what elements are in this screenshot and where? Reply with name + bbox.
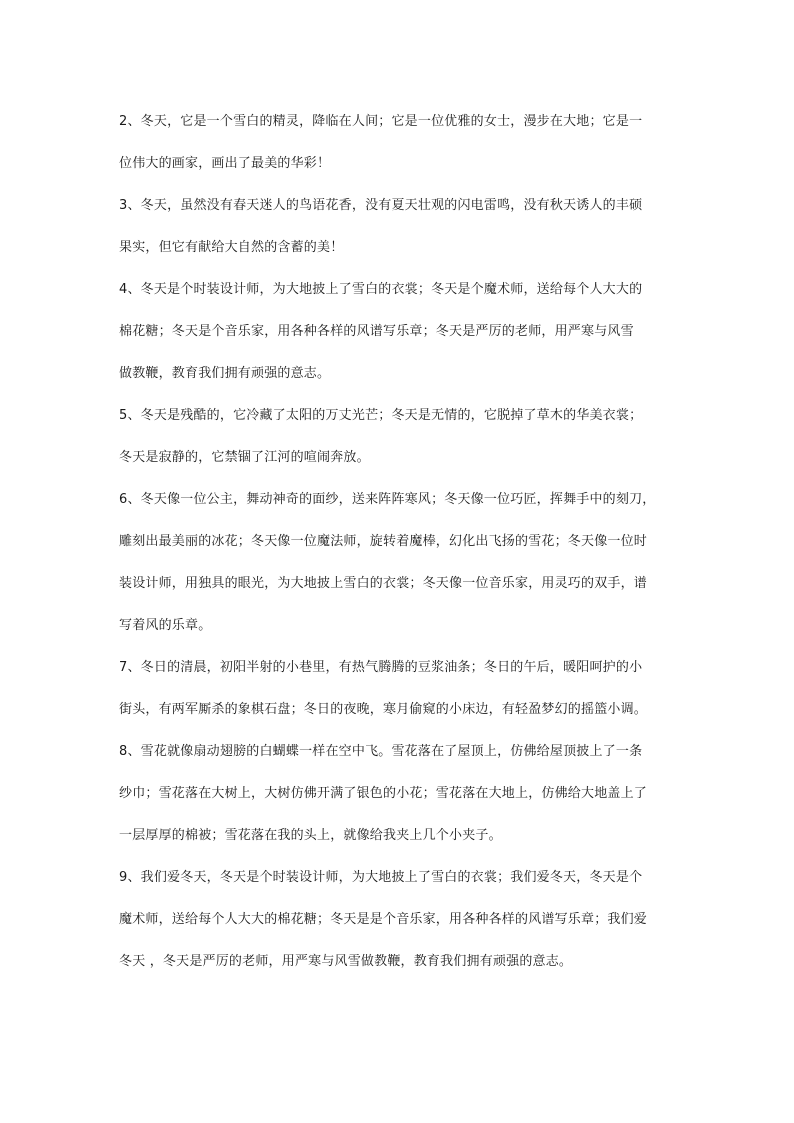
paragraph-line: 雕刻出最美丽的冰花；冬天像一位魔法师，旋转着魔棒，幻化出飞扬的雪花；冬天像一位时 <box>119 534 648 549</box>
paragraph-line: 写着风的乐章。 <box>119 618 212 633</box>
paragraph-line: 棉花糖；冬天是个音乐家，用各种各样的风谱写乐章；冬天是严厉的老师，用严寒与风雪 <box>119 324 634 339</box>
paragraph-7 <box>119 647 679 731</box>
paragraph-line: 9、我们爱冬天，冬天是个时装设计师，为大地披上了雪白的衣裳；我们爱冬天，冬天是个 <box>119 870 643 885</box>
paragraph-5 <box>119 395 679 479</box>
paragraph-line: 位伟大的画家，画出了最美的华彩！ <box>119 156 331 171</box>
paragraph-line: 做教鞭，教育我们拥有顽强的意志。 <box>119 366 331 381</box>
paragraph-line: 冬天 ，冬天是严厉的老师，用严寒与风雪做教鞭，教育我们拥有顽强的意志。 <box>119 954 573 969</box>
paragraph-line: 8、雪花就像扇动翅膀的白蝴蝶一样在空中飞。雪花落在了屋顶上，仿佛给屋顶披上了一条 <box>119 744 643 759</box>
paragraph-2 <box>119 101 679 185</box>
paragraph-line: 魔术师，送给每个人大大的棉花糖；冬天是是个音乐家，用各种各样的风谱写乐章；我们爱 <box>119 912 648 927</box>
paragraph-3 <box>119 185 679 269</box>
paragraph-line: 果实，但它有献给大自然的含蓄的美！ <box>119 240 344 255</box>
paragraph-line: 2、冬天，它是一个雪白的精灵，降临在人间；它是一位优雅的女士，漫步在大地；它是一 <box>119 114 643 129</box>
paragraph-line: 一层厚厚的棉被；雪花落在我的头上，就像给我夹上几个小夹子。 <box>119 828 502 843</box>
paragraph-8 <box>119 731 679 857</box>
paragraph-line: 纱巾；雪花落在大树上，大树仿佛开满了银色的小花；雪花落在大地上，仿佛给大地盖上了 <box>119 786 648 801</box>
paragraph-9 <box>119 857 679 983</box>
paragraph-line: 6、冬天像一位公主，舞动神奇的面纱，送来阵阵寒风；冬天像一位巧匠，挥舞手中的刻刀， <box>119 492 656 507</box>
paragraph-line: 7、冬日的清晨，初阳半射的小巷里，有热气腾腾的豆浆油条；冬日的午后，暖阳呵护的小 <box>119 660 643 675</box>
paragraph-line: 冬天是寂静的，它禁锢了江河的喧闹奔放。 <box>119 450 370 465</box>
paragraph-line: 5、冬天是残酷的，它冷藏了太阳的万丈光芒；冬天是无情的，它脱掉了草木的华美衣裳； <box>119 408 643 423</box>
paragraph-line: 3、冬天，虽然没有春天迷人的鸟语花香，没有夏天壮观的闪电雷鸣，没有秋天诱人的丰硕 <box>119 198 643 213</box>
paragraph-line: 装设计师，用独具的眼光，为大地披上雪白的衣裳；冬天像一位音乐家，用灵巧的双手，谱 <box>119 576 648 591</box>
paragraph-line: 4、冬天是个时装设计师，为大地披上了雪白的衣裳；冬天是个魔术师，送给每个人大大的 <box>119 282 643 297</box>
document-body <box>119 101 679 983</box>
paragraph-4 <box>119 269 679 395</box>
paragraph-6 <box>119 479 679 647</box>
paragraph-line: 街头，有两军厮杀的象棋石盘；冬日的夜晚，寒月偷窥的小床边，有轻盈梦幻的摇篮小调。 <box>119 702 648 717</box>
